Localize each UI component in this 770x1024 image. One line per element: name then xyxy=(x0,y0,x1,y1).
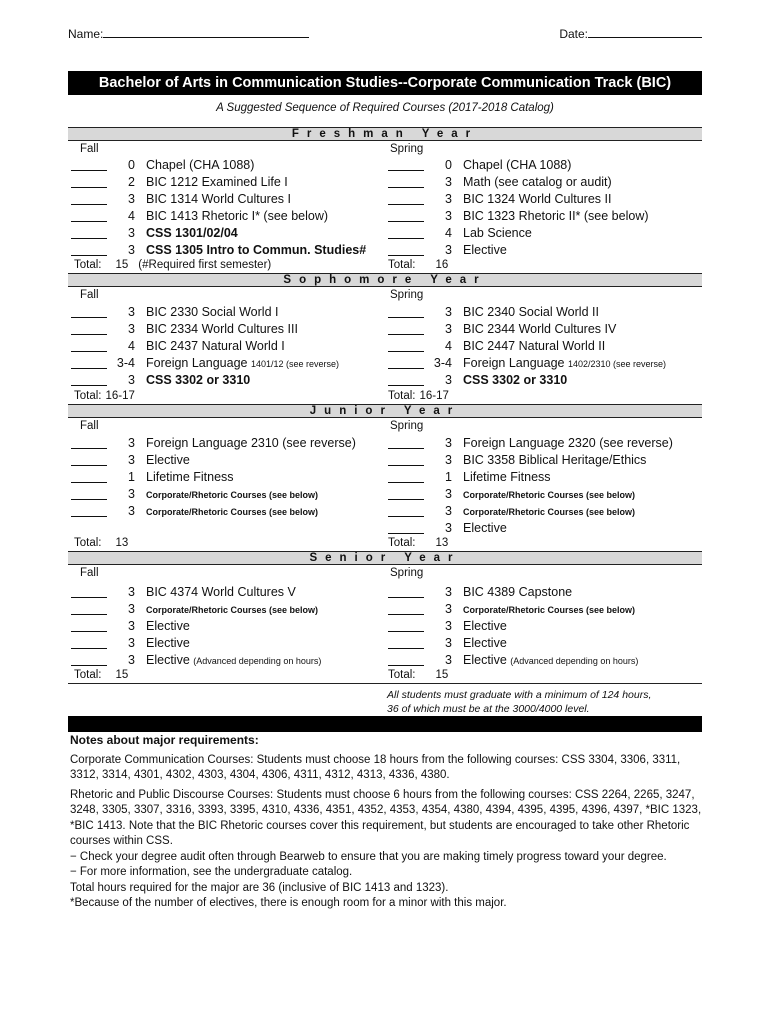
hours-blank[interactable] xyxy=(71,499,107,500)
course-name xyxy=(463,339,605,353)
course-hours: 3 xyxy=(128,243,135,257)
total-label: Total: xyxy=(74,537,102,549)
course-title: BIC 4389 Capstone xyxy=(463,585,573,599)
hours-blank[interactable] xyxy=(71,597,107,598)
course-hours: 3 xyxy=(445,619,452,633)
course-row xyxy=(388,175,698,192)
spring-label: Spring xyxy=(390,420,424,432)
hours-blank[interactable] xyxy=(71,648,107,649)
hours-blank[interactable] xyxy=(388,317,424,318)
hours-blank[interactable] xyxy=(388,516,424,517)
course-title: BIC 1324 World Cultures II xyxy=(463,192,612,206)
hours-blank[interactable] xyxy=(71,170,107,171)
year-heading: Freshman Year xyxy=(68,127,702,141)
course-hours: 3 xyxy=(445,504,452,518)
spring-total xyxy=(388,669,448,681)
total-label: Total: xyxy=(74,669,102,681)
course-hours: 3 xyxy=(445,487,452,501)
fall-total xyxy=(74,390,135,402)
course-name xyxy=(463,209,649,223)
plan-bottom-rule xyxy=(68,683,702,684)
hours-blank[interactable] xyxy=(388,533,424,534)
course-title: BIC 2334 World Cultures III xyxy=(146,322,298,336)
course-title: Lifetime Fitness xyxy=(146,470,234,484)
graduation-note xyxy=(387,688,687,716)
course-row xyxy=(388,636,698,653)
course-name xyxy=(146,322,298,336)
hours-blank[interactable] xyxy=(71,665,107,666)
spring-total xyxy=(388,537,448,549)
spring-label: Spring xyxy=(390,289,424,301)
course-row xyxy=(71,602,381,619)
hours-blank[interactable] xyxy=(71,334,107,335)
course-row xyxy=(388,602,698,619)
course-title: Chapel (CHA 1088) xyxy=(463,158,572,172)
course-row xyxy=(388,619,698,636)
course-name xyxy=(146,339,285,353)
course-title: Corporate/Rhetoric Courses (see below) xyxy=(463,490,636,500)
header-row xyxy=(68,26,702,42)
course-name xyxy=(463,158,571,172)
course-title: Elective xyxy=(146,453,190,467)
course-row xyxy=(71,192,381,209)
hours-blank[interactable] xyxy=(388,631,424,632)
total-value: 13 xyxy=(115,537,129,549)
course-title: Elective xyxy=(463,243,507,257)
course-name xyxy=(146,585,296,599)
course-row xyxy=(71,619,381,636)
course-title: Corporate/Rhetoric Courses (see below) xyxy=(146,605,319,615)
note-electives-minor: *Because of the number of electives, there is enough room for a minor with this major. xyxy=(70,897,507,909)
year-heading: Senior Year xyxy=(68,551,702,565)
total-value: 16-17 xyxy=(105,390,135,402)
course-row xyxy=(388,436,698,453)
hours-blank[interactable] xyxy=(388,204,424,205)
course-hours: 3 xyxy=(128,305,135,319)
hours-blank[interactable] xyxy=(71,465,107,466)
course-row xyxy=(71,585,381,602)
course-hours: 3-4 xyxy=(116,356,135,370)
course-title: BIC 1212 Examined Life I xyxy=(146,175,288,189)
course-hours: 3 xyxy=(445,636,452,650)
course-note: 1401/12 (see reverse) xyxy=(250,359,340,369)
spring-total xyxy=(388,390,449,402)
course-name xyxy=(146,192,291,206)
spring-total xyxy=(388,259,448,271)
course-note: (Advanced depending on hours) xyxy=(193,656,322,666)
course-row xyxy=(71,175,381,192)
course-row xyxy=(388,209,698,226)
course-title: BIC 3358 Biblical Heritage/Ethics xyxy=(463,453,647,467)
course-title: Foreign Language xyxy=(463,356,568,370)
course-name xyxy=(146,436,356,450)
spring-label: Spring xyxy=(390,143,424,155)
total-label: Total: xyxy=(388,669,416,681)
hours-blank[interactable] xyxy=(71,482,107,483)
course-name xyxy=(463,305,599,319)
course-name xyxy=(463,453,646,467)
note-rhetoric-courses: Rhetoric and Public Discourse Courses: Students must choose 6 hours from the following courses: CSS 2264, 2265, 3247, 3248, 3305, 3307, 3316, 3393, 3395, 4310, 4336, 4351, 4352, 4353, 4354, 4380, 4394, 4395, 4395, 4396, 4397, *BIC 1323, *BIC 1413. Note that the BIC Rhetoric courses cover this requirement, but students are encouraged to take other Rhetoric courses within CSS. xyxy=(70,788,702,847)
course-hours: 3 xyxy=(445,653,452,667)
course-title: CSS 3302 or 3310 xyxy=(463,373,568,387)
name-line[interactable] xyxy=(103,26,309,38)
course-row xyxy=(71,653,381,670)
course-row xyxy=(71,339,381,356)
course-hours: 3 xyxy=(128,653,135,667)
course-hours: 3 xyxy=(128,487,135,501)
date-field[interactable] xyxy=(559,26,702,41)
name-label: Name: xyxy=(68,27,104,41)
fall-total xyxy=(74,259,271,271)
course-row xyxy=(71,356,381,373)
course-title: Corporate/Rhetoric Courses (see below) xyxy=(146,507,319,517)
course-name xyxy=(463,356,666,370)
course-name xyxy=(463,619,507,633)
course-hours: 3 xyxy=(128,504,135,518)
hours-blank[interactable] xyxy=(388,465,424,466)
spring-label: Spring xyxy=(390,567,424,579)
hours-blank[interactable] xyxy=(71,614,107,615)
hours-blank[interactable] xyxy=(71,385,107,386)
course-name xyxy=(146,356,339,370)
course-row xyxy=(388,322,698,339)
course-name xyxy=(463,507,635,517)
course-name xyxy=(146,653,321,667)
course-row xyxy=(388,243,698,260)
graduation-note-line2: 36 of which must be at the 3000/4000 level. xyxy=(387,703,590,715)
course-row xyxy=(388,356,698,373)
course-name xyxy=(146,158,254,172)
course-hours: 3 xyxy=(445,602,452,616)
course-hours: 3 xyxy=(445,436,452,450)
hours-blank[interactable] xyxy=(71,317,107,318)
course-name xyxy=(146,226,238,240)
course-name xyxy=(146,453,190,467)
course-title: BIC 4374 World Cultures V xyxy=(146,585,296,599)
course-title: BIC 2344 World Cultures IV xyxy=(463,322,617,336)
course-name xyxy=(463,490,635,500)
course-title: Lifetime Fitness xyxy=(463,470,551,484)
notes-heading: Notes about major requirements: xyxy=(70,733,259,747)
course-row xyxy=(71,453,381,470)
course-title: Math (see catalog or audit) xyxy=(463,175,612,189)
course-name xyxy=(146,605,318,615)
total-value: 16-17 xyxy=(419,390,449,402)
divider-bar xyxy=(68,716,702,732)
page-subtitle: A Suggested Sequence of Required Courses (2017-2018 Catalog) xyxy=(216,102,554,114)
hours-blank[interactable] xyxy=(71,368,107,369)
course-title: CSS 1305 Intro to Commun. Studies# xyxy=(146,243,367,257)
course-row xyxy=(71,504,381,521)
course-title: BIC 2330 Social World I xyxy=(146,305,279,319)
course-hours: 3 xyxy=(445,322,452,336)
course-name xyxy=(463,322,616,336)
course-title: Elective xyxy=(463,636,507,650)
hours-blank[interactable] xyxy=(388,351,424,352)
course-hours: 1 xyxy=(445,470,452,484)
note-degree-audit: − Check your degree audit often through Bearweb to ensure that you are making timely progress toward your degree. xyxy=(70,850,667,863)
course-title: Foreign Language xyxy=(146,356,251,370)
course-title: Elective xyxy=(146,619,190,633)
course-hours: 3-4 xyxy=(433,356,452,370)
course-hours: 4 xyxy=(445,226,452,240)
note-corporate-courses: Corporate Communication Courses: Students must choose 18 hours from the following courses: CSS 3304, 3306, 3311, 3312, 3314, 4301, 4302, 4303, 4304, 4306, 4311, 4312, 4313, 4336, 4380. xyxy=(70,753,681,781)
course-name xyxy=(463,226,532,240)
hours-blank[interactable] xyxy=(71,187,107,188)
course-name xyxy=(463,653,638,667)
course-row xyxy=(71,158,381,175)
course-hours: 3 xyxy=(445,373,452,387)
course-title: BIC 2447 Natural World II xyxy=(463,339,606,353)
course-row xyxy=(71,322,381,339)
course-row xyxy=(388,373,698,390)
course-name xyxy=(146,619,190,633)
note-total-hours: Total hours required for the major are 36 (inclusive of BIC 1413 and 1323). xyxy=(70,881,449,894)
course-title: BIC 1413 Rhetoric I* (see below) xyxy=(146,209,329,223)
total-label: Total: xyxy=(388,259,416,271)
course-hours: 3 xyxy=(128,602,135,616)
course-hours: 3 xyxy=(128,436,135,450)
course-name xyxy=(146,373,250,387)
hours-blank[interactable] xyxy=(388,170,424,171)
hours-blank[interactable] xyxy=(71,255,107,256)
course-row xyxy=(388,158,698,175)
course-hours: 3 xyxy=(445,521,452,535)
hours-blank[interactable] xyxy=(388,614,424,615)
notes-section xyxy=(70,733,704,912)
course-row xyxy=(388,504,698,521)
hours-blank[interactable] xyxy=(71,448,107,449)
hours-blank[interactable] xyxy=(388,482,424,483)
course-row xyxy=(388,487,698,504)
course-row xyxy=(71,436,381,453)
course-name xyxy=(463,636,507,650)
note-undergraduate-catalog: − For more information, see the undergraduate catalog. xyxy=(70,866,353,878)
course-title: Elective xyxy=(463,619,507,633)
course-row xyxy=(388,653,698,670)
name-field[interactable] xyxy=(68,26,309,41)
course-name xyxy=(146,305,278,319)
course-row xyxy=(388,453,698,470)
course-title: CSS 3302 or 3310 xyxy=(146,373,251,387)
course-title: Corporate/Rhetoric Courses (see below) xyxy=(463,507,636,517)
date-label: Date: xyxy=(559,27,588,41)
hours-blank[interactable] xyxy=(71,351,107,352)
hours-blank[interactable] xyxy=(388,238,424,239)
year-heading: Sophomore Year xyxy=(68,273,702,287)
course-title: BIC 1314 World Cultures I xyxy=(146,192,291,206)
course-hours: 1 xyxy=(128,470,135,484)
hours-blank[interactable] xyxy=(388,648,424,649)
total-value: 16 xyxy=(435,259,449,271)
course-hours: 3 xyxy=(445,209,452,223)
course-name xyxy=(463,521,507,535)
hours-blank[interactable] xyxy=(71,221,107,222)
course-name xyxy=(146,636,190,650)
course-title: Lab Science xyxy=(463,226,532,240)
course-row xyxy=(71,470,381,487)
course-hours: 4 xyxy=(128,339,135,353)
fall-label: Fall xyxy=(80,567,99,579)
course-hours: 3 xyxy=(445,175,452,189)
course-hours: 3 xyxy=(445,453,452,467)
course-row xyxy=(71,226,381,243)
year-heading: Junior Year xyxy=(68,404,702,418)
course-title: Corporate/Rhetoric Courses (see below) xyxy=(463,605,636,615)
date-line[interactable] xyxy=(588,26,702,38)
hours-blank[interactable] xyxy=(388,448,424,449)
course-name xyxy=(463,605,635,615)
course-name xyxy=(463,243,507,257)
course-name xyxy=(146,209,328,223)
course-name xyxy=(463,175,612,189)
course-title: BIC 2437 Natural World I xyxy=(146,339,285,353)
hours-blank[interactable] xyxy=(71,204,107,205)
course-row xyxy=(388,585,698,602)
course-name xyxy=(463,192,611,206)
fall-label: Fall xyxy=(80,143,99,155)
hours-blank[interactable] xyxy=(71,631,107,632)
hours-blank[interactable] xyxy=(71,516,107,517)
total-value: 15 xyxy=(435,669,449,681)
course-name xyxy=(146,243,366,257)
course-row xyxy=(388,226,698,243)
course-name xyxy=(146,470,234,484)
course-hours: 3 xyxy=(128,619,135,633)
hours-blank[interactable] xyxy=(388,187,424,188)
course-title: Elective xyxy=(146,636,190,650)
fall-label: Fall xyxy=(80,289,99,301)
course-hours: 3 xyxy=(128,636,135,650)
course-hours: 0 xyxy=(445,158,452,172)
hours-blank[interactable] xyxy=(388,665,424,666)
course-hours: 0 xyxy=(128,158,135,172)
course-hours: 3 xyxy=(445,243,452,257)
course-title: Corporate/Rhetoric Courses (see below) xyxy=(146,490,319,500)
total-value: 13 xyxy=(435,537,449,549)
course-title: Chapel (CHA 1088) xyxy=(146,158,255,172)
course-row xyxy=(71,305,381,322)
course-name xyxy=(463,585,572,599)
course-hours: 3 xyxy=(445,585,452,599)
course-name xyxy=(146,507,318,517)
course-title: Foreign Language 2310 (see reverse) xyxy=(146,436,356,450)
total-label: Total: xyxy=(388,537,416,549)
total-note: (#Required first semester) xyxy=(138,259,272,271)
hours-blank[interactable] xyxy=(71,238,107,239)
course-hours: 3 xyxy=(128,373,135,387)
fall-label: Fall xyxy=(80,420,99,432)
total-value: 15 xyxy=(115,669,129,681)
course-hours: 3 xyxy=(128,322,135,336)
fall-total xyxy=(74,669,128,681)
course-hours: 3 xyxy=(128,226,135,240)
course-row xyxy=(388,470,698,487)
course-note: 1402/2310 (see reverse) xyxy=(567,359,667,369)
hours-blank[interactable] xyxy=(388,221,424,222)
total-label: Total: xyxy=(74,390,102,402)
hours-blank[interactable] xyxy=(388,255,424,256)
hours-blank[interactable] xyxy=(388,334,424,335)
course-row xyxy=(388,521,698,538)
course-row xyxy=(71,487,381,504)
course-title: Elective xyxy=(463,521,507,535)
course-row xyxy=(388,305,698,322)
total-label: Total: xyxy=(388,390,416,402)
course-note: (Advanced depending on hours) xyxy=(510,656,639,666)
hours-blank[interactable] xyxy=(388,597,424,598)
graduation-note-line1: All students must graduate with a minimum of 124 hours, xyxy=(387,689,652,701)
course-hours: 3 xyxy=(128,453,135,467)
course-hours: 2 xyxy=(128,175,135,189)
total-label: Total: xyxy=(74,259,102,271)
course-hours: 3 xyxy=(128,585,135,599)
course-hours: 3 xyxy=(445,192,452,206)
page-title: Bachelor of Arts in Communication Studies--Corporate Communication Track (BIC) xyxy=(68,71,702,95)
course-hours: 4 xyxy=(445,339,452,353)
course-title: CSS 1301/02/04 xyxy=(146,226,238,240)
course-title: Elective xyxy=(463,653,511,667)
course-row xyxy=(71,209,381,226)
course-title: BIC 2340 Social World II xyxy=(463,305,599,319)
hours-blank[interactable] xyxy=(388,499,424,500)
course-title: Elective xyxy=(146,653,194,667)
hours-blank[interactable] xyxy=(388,368,424,369)
total-value: 15 xyxy=(115,259,129,271)
course-hours: 3 xyxy=(445,305,452,319)
course-title: Foreign Language 2320 (see reverse) xyxy=(463,436,673,450)
course-name xyxy=(146,175,288,189)
course-name xyxy=(463,470,551,484)
course-name xyxy=(463,436,673,450)
hours-blank[interactable] xyxy=(388,385,424,386)
course-row xyxy=(71,373,381,390)
course-row xyxy=(71,636,381,653)
course-name xyxy=(463,373,567,387)
course-row xyxy=(388,339,698,356)
course-hours: 3 xyxy=(128,192,135,206)
course-row xyxy=(388,192,698,209)
course-name xyxy=(146,490,318,500)
course-hours: 4 xyxy=(128,209,135,223)
fall-total xyxy=(74,537,128,549)
course-title: BIC 1323 Rhetoric II* (see below) xyxy=(463,209,649,223)
course-row xyxy=(71,243,381,260)
